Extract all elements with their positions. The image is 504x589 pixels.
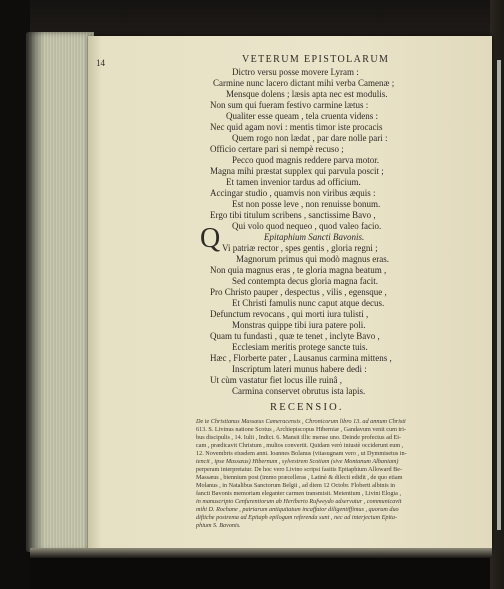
verse-line: Officio certare pari si nempè recuso ; — [210, 144, 344, 154]
verse-line: Defunctum revocans , qui morti iura tulisti , — [210, 309, 369, 319]
footnote-line: cam , prædicavit Christum , multos convertit. Quidam verò iniustè occiderunt eum , — [196, 442, 404, 449]
footnote-line: in manuscripto Cenfurentiorum ab Heriberto Rufweydo adservatur , communicavit — [196, 498, 402, 505]
verse-line: Mensque dolens ; læsis apta nec est modulis. — [226, 89, 388, 99]
binding-shadow — [26, 32, 44, 552]
footnote-line: perperam interpretatur. De hoc vero Livino scripsi fasitis Epitaphium Alloward Be- — [196, 466, 403, 473]
verse-line: Non quia magnus eras , te gloria magna beatum , — [210, 265, 387, 275]
verse-line: Vi patriæ rector , spes gentis , gloria regni ; — [222, 243, 378, 253]
epitaph-heading: Epitaphium Sancti Bavonis. — [264, 232, 365, 242]
footnote-line: tencit , ipse Massæus) Hibernum , sylvestrem Scotiam (sive Montanum Albaniam) — [196, 458, 399, 465]
verse-line: Magnorum primus qui modò magnus eras. — [236, 254, 389, 264]
verse-line: Nec quid agam novi : mentis timor iste procacis — [210, 122, 383, 132]
page-number: 14 — [96, 58, 105, 68]
footnote-line: Massæus , biennium post (immo præcelleras , Latinè & dilecti edidit , de quo etiam — [196, 474, 403, 481]
verse-line: Quam tu fundasti , quæ te tenet , inclyte Bavo , — [210, 331, 380, 341]
verse-line: Ecclesiam meritis protege sancte tuis. — [232, 342, 368, 352]
verse-line: Pecco quod magnis reddere parva motor. — [232, 155, 379, 165]
verse-line: Dictro versu posse movere Lyram : — [232, 67, 359, 77]
verse-line: Pro Christo pauper , despectus , vilis , egensque , — [210, 287, 387, 297]
page-bottom-edge — [30, 548, 492, 558]
verse-line: Ergo tibi titulum scribens , sanctissime Bavo , — [210, 210, 376, 220]
verse-line: Hæc , Florberte pater , Lausanus carmina mittens , — [210, 353, 392, 363]
verse-line: Quem rogo non lædat , par dare nolle pari : — [232, 133, 388, 143]
verse-line: Inscriptum lateri munus habere dedi : — [232, 364, 367, 374]
verse-line: Carmine nunc lacero dictant mihi verba Camenæ ; — [213, 78, 395, 88]
verse-line: Accingar studio , quamvis non viribus æquis : — [210, 188, 376, 198]
verse-line: Est non posse leve , non renuisse bonum. — [232, 199, 381, 209]
footnote-line: 613. S. Livinus natione Scotus , Archiepiscopus Hiberniæ , Gandavum venit cum tri- — [196, 426, 407, 433]
footnote-line: 12. Novembris eiusdem anni. Ioannes Bolanus (vitasugnam vero , ut Dymmisetus in- — [196, 450, 407, 457]
drop-cap: Q — [200, 223, 221, 254]
footnote-line: fancti Bavonis memoriam eleganter carmen transmisit. Metentium , Livini Elogia , — [196, 490, 401, 497]
verse-line: Non sum qui fueram festivo carmine lætus : — [210, 100, 369, 110]
verse-line: Sed contempta decus gloria magna facit. — [232, 276, 378, 286]
verse-line: Qui volo quod nequeo , quod valeo facio. — [232, 221, 382, 231]
verse-line: Qualiter esse queam , tela cruenta videns : — [226, 111, 378, 121]
verse-line: Magna mihi præstat supplex qui parvula poscit ; — [210, 166, 384, 176]
footnote-line: mihi D. Rochane , patriarum antiquitatum incaffator diligentiffimus , quorum duo — [196, 506, 399, 513]
verse-line: Et tamen invenior tardus ad officium. — [226, 177, 361, 187]
verse-line: Carmina conservet obrutus ista lapis. — [232, 386, 366, 396]
running-head: VETERUM EPISTOLARUM — [242, 54, 390, 65]
verse-line: Et Christi famulis nunc caput atque decus. — [232, 298, 385, 308]
footnote-line: Molanus , in Natalibus Sanctorum Belgii , ad diem 12 Octobr. Floberti albinis in — [196, 482, 396, 489]
footnote-line: diftiche postrema ad Epitaph epilogum referenda sunt , nec ad interjectum Epita- — [196, 514, 398, 521]
section-heading: RECENSIO. — [270, 402, 344, 413]
footnote-line: bus discipulis , 14. Iulii , Indict. 6. Mansit illic mense uno. Deinde profectus ad Ei- — [196, 434, 402, 441]
facing-page-edge — [497, 60, 501, 530]
verse-line: Ut cùm vastatur fiet locus ille ruinâ , — [210, 375, 342, 385]
verse-line: Monstras quippe tibi iura patere poli. — [232, 320, 366, 330]
footnote-line: phium S. Bavonis. — [196, 522, 241, 529]
footnote-line: De te Christianus Massæus Cameracensis , Chronicorum libro 13. ad annum Christi — [196, 418, 406, 425]
